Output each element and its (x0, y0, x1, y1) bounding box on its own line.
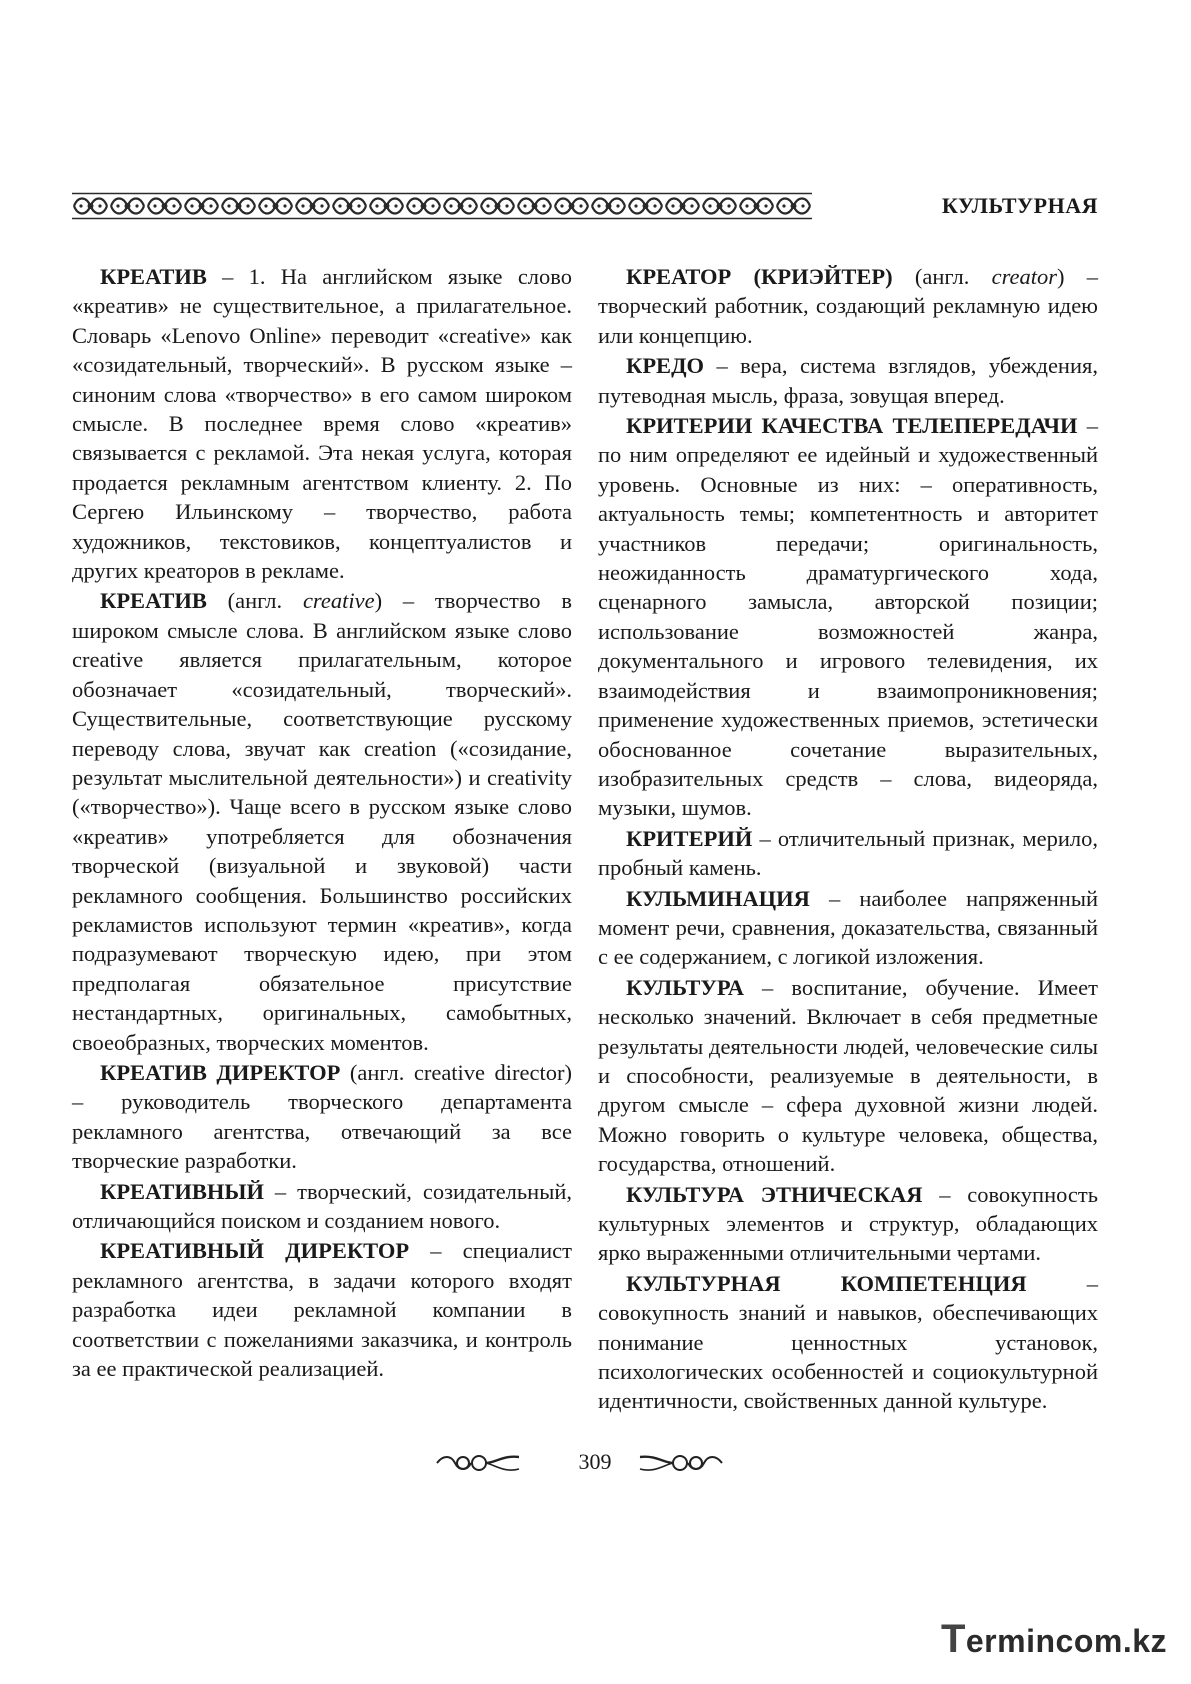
entry-definition: – по ним определяют ее идейный и художественный уровень. Основные из них: – оперативность, актуальность темы; компетентность и авторитет участников передачи; оригинальность, неожиданность драматургического хода, сценарного замысла, авторской позиции; использование возможностей жанра, документального и игрового телевидения, их взаимодействия и взаимопроникновения; применение художественных приемов, эстетически обоснованное сочетание выразительных, изобразительных средств – слова, видеоряда, музыки, шумов. (598, 413, 1098, 821)
scroll-ornament-right-icon (636, 1451, 726, 1475)
entry-definition: ) – творческий работник, создающий рекламную идею или концепцию. (598, 264, 1098, 348)
scroll-ornament-left-icon (433, 1451, 523, 1475)
page-number: 309 (578, 1449, 612, 1474)
site-watermark (941, 1617, 1167, 1662)
dictionary-entry (598, 1180, 1098, 1268)
dictionary-entry (598, 1269, 1098, 1416)
entry-term: КРЕАТИВ ДИРЕКТОР (100, 1059, 341, 1085)
entry-definition: (англ. creative director) – руководитель творческого департамента рекламного агентства, отвечающий за все творческие разработки. (72, 1059, 573, 1174)
watermark-text: ermincom.kz (965, 1623, 1167, 1659)
entry-origin-prefix: (англ. (892, 264, 992, 289)
right-column (598, 262, 1098, 1417)
entry-term: КРЕАТИВ (100, 264, 207, 289)
dictionary-entry (72, 586, 572, 1057)
entry-term: КРЕАТИВ (100, 588, 207, 614)
dictionary-entry (598, 411, 1098, 823)
entry-latin-word: creative (302, 588, 375, 614)
entry-term: КУЛЬТУРА ЭТНИЧЕСКАЯ (626, 1181, 923, 1207)
entry-definition: ) – творчество в широком смысле слова. В английском языке слово creative является прилагательным, которое обозначает «созидательный, творческий». Существительные, соответствующие русскому переводу слова, звучат как creation («созидание, результат мыслительной деятельности») и creativity («творчество»). Чаще всего в русском языке слово «креатив» употребляется для обозначения творческой (визуальной и звуковой) части рекламного сообщения. Большинство российских рекламистов используют термин «креатив», когда подразумевают творческую идею, при этом предполагая обязательное присутствие нестандартных, оригинальных, самобытных, своеобразных, творческих моментов. (72, 588, 572, 1055)
dictionary-entry (72, 262, 572, 585)
entry-term: КРЕДО (626, 353, 705, 379)
dictionary-entry (72, 1177, 572, 1236)
entry-term: КУЛЬТУРА (626, 974, 744, 1000)
page-footer (0, 1445, 1191, 1485)
entry-term: КРИТЕРИЙ (626, 825, 753, 851)
watermark-initial: T (940, 1617, 966, 1661)
entry-origin-prefix: (англ. (206, 588, 303, 614)
entry-term: КРИТЕРИИ КАЧЕСТВА ТЕЛЕПЕРЕДАЧИ (626, 413, 1078, 439)
dictionary-entry (72, 1058, 572, 1176)
entry-term: КУЛЬМИНАЦИЯ (626, 885, 810, 911)
entry-definition: – наиболее напряженный момент речи, сравнения, доказательства, связанный с ее содержанием, с логикой изложения. (598, 885, 1098, 970)
left-column (72, 262, 572, 1384)
entry-latin-word: creator (991, 264, 1057, 289)
entry-term: КРЕАТИВНЫЙ ДИРЕКТОР (100, 1238, 410, 1264)
entry-definition: – творческий, созидательный, отличающийся поиском и созданием нового. (72, 1178, 572, 1233)
dictionary-entry (598, 824, 1098, 883)
entry-definition: – воспитание, обучение. Имеет несколько значений. Включает в себя предметные результаты деятельности людей, человеческие силы и способности, реализуемые в деятельности, в другом смысле – сфера духовной жизни людей. Можно говорить о культуре человека, общества, государства, отношений. (598, 974, 1098, 1177)
dictionary-entry (598, 884, 1098, 972)
entry-definition: – специалист рекламного агентства, в задачи которого входят разработка идеи рекламной компании в соответствии с пожеланиями заказчика, и контроль за ее практической реализацией. (72, 1238, 572, 1382)
dictionary-entry (598, 262, 1098, 350)
ornament-band-icon (72, 192, 812, 220)
running-head: КУЛЬТУРНАЯ (941, 193, 1098, 218)
entry-term: КУЛЬТУРНАЯ КОМПЕТЕНЦИЯ (626, 1270, 1027, 1296)
page-header (72, 190, 1098, 224)
dictionary-entry (598, 973, 1098, 1179)
dictionary-entry (72, 1236, 572, 1383)
entry-definition: – совокупность знаний и навыков, обеспечивающих понимание ценностных установок, психологических особенностей и социокультурной идентичности, свойственных данной культуре. (598, 1270, 1099, 1414)
entry-definition: – вера, система взглядов, убеждения, путеводная мысль, фраза, зовущая вперед. (598, 353, 1098, 408)
dictionary-entry (598, 351, 1098, 410)
entry-term: КРЕАТОР (КРИЭЙТЕР) (626, 264, 893, 289)
entry-definition: – отличительный признак, мерило, пробный камень. (598, 825, 1098, 881)
entry-definition: – 1. На английском языке слово «креатив» не существительное, а прилагательное. Словарь «Lenovo Online» переводит «creative» как «созидательный, творческий». В русском языке – синоним слова «творчество» в его самом широком смысле. В последнее время слово «креатив» связывается с рекламой. Эта некая услуга, которая продается рекламным агентством клиенту. 2. По Сергею Ильинскому – творчество, работа художников, текстовиков, концептуалистов и других креаторов в рекламе. (72, 264, 572, 584)
entry-term: КРЕАТИВНЫЙ (100, 1178, 264, 1204)
entry-definition: – совокупность культурных элементов и структур, обладающих ярко выраженными отличительными чертами. (598, 1181, 1098, 1266)
